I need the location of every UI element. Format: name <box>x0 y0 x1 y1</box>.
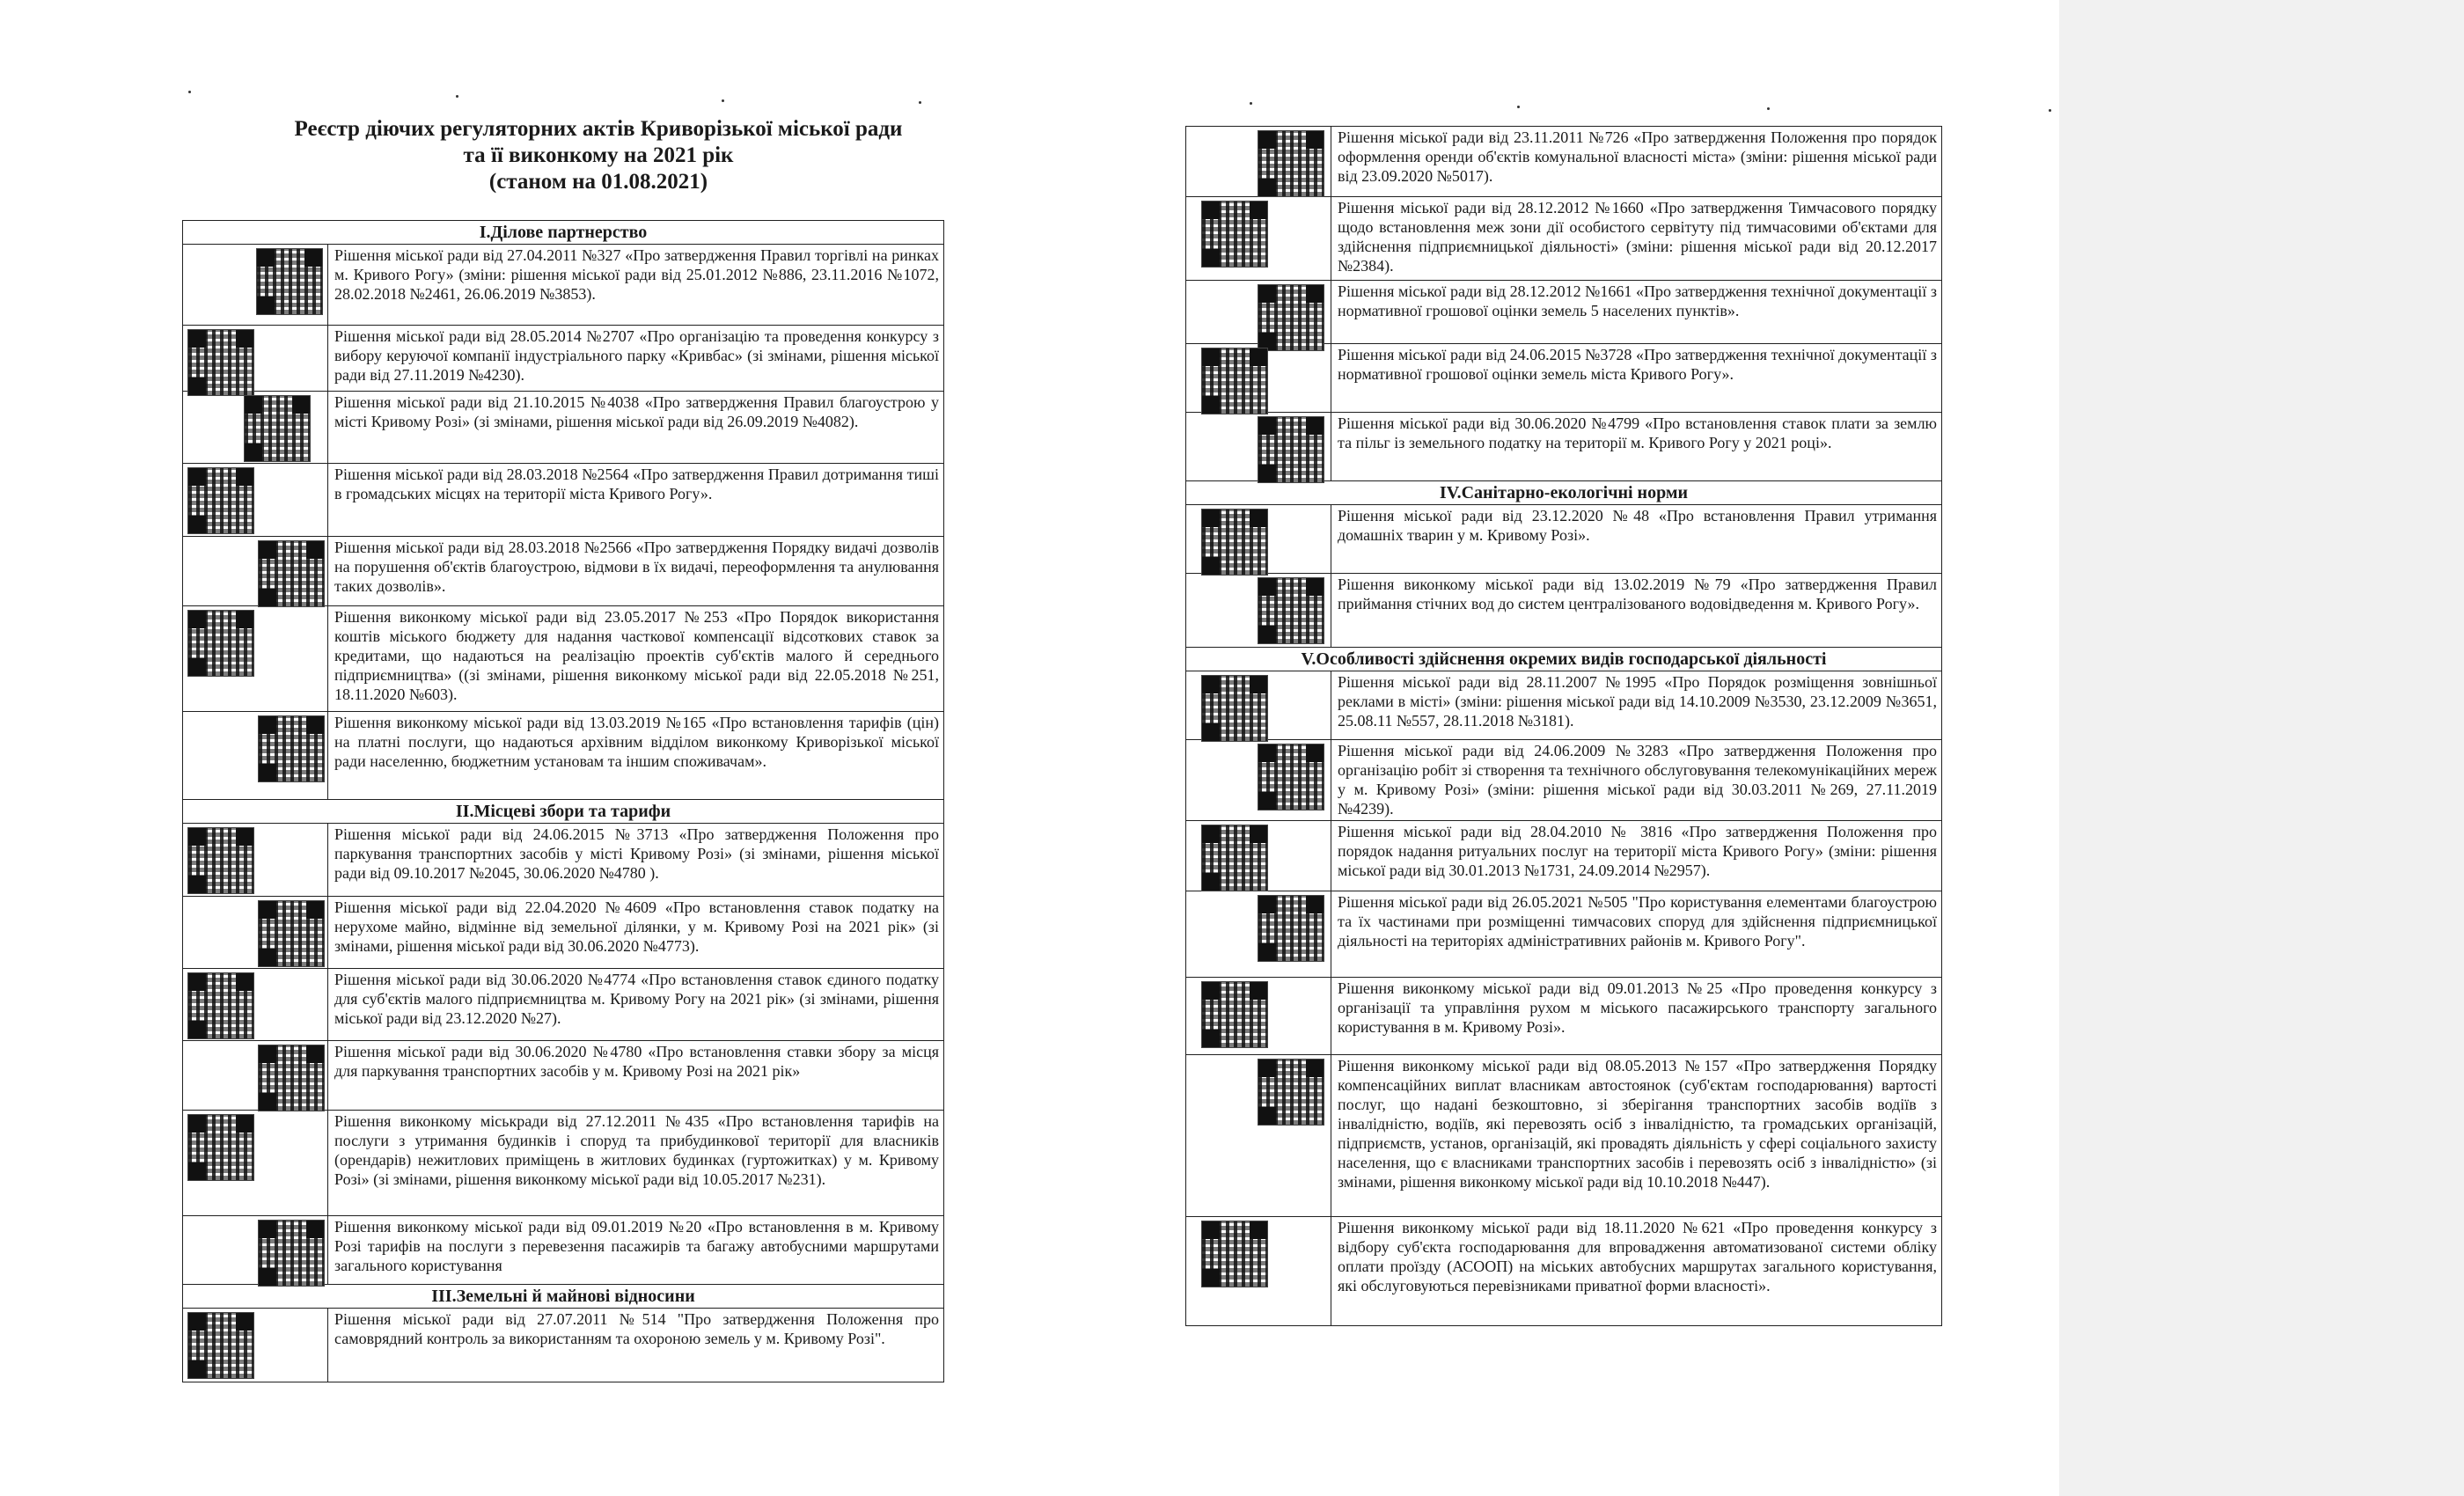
qr-code-icon[interactable] <box>188 1313 253 1378</box>
section-heading: II.Місцеві збори та тарифи <box>183 800 944 824</box>
qr-cell <box>1186 574 1331 648</box>
qr-code-icon[interactable] <box>257 249 322 314</box>
table-row <box>183 537 944 606</box>
regulation-text: Рішення виконкому міської ради від 13.03.2019 №165 «Про встановлення тарифів (цін) на платні послуги, що надаються архівним відділом виконкому Криворізької міської ради населенню, бюджетним установам та іншим споживачам». <box>328 712 944 800</box>
table-row <box>1186 127 1942 197</box>
regulation-text: Рішення виконкому міськради від 27.12.2011 №435 «Про встановлення тарифів на послуги з утримання будинків і споруд та прибудинкової території для власників (орендарів) нежитлових приміщень в житлових будинках (гуртожитках) у м. Кривому Розі» (зі змінами, рішення виконкому міської ради від 10.05.2017 №231). <box>328 1111 944 1216</box>
qr-code-icon[interactable] <box>188 1115 253 1180</box>
table-row <box>183 712 944 800</box>
qr-code-icon[interactable] <box>188 468 253 533</box>
qr-code-icon[interactable] <box>188 330 253 395</box>
qr-cell <box>1186 891 1331 978</box>
document-title <box>202 116 994 195</box>
table-row <box>1186 281 1942 344</box>
qr-cell <box>1186 740 1331 821</box>
qr-cell <box>183 712 328 800</box>
qr-code-icon[interactable] <box>1202 1221 1267 1287</box>
section-row <box>183 1285 944 1309</box>
qr-cell <box>183 1111 328 1216</box>
title-line-3: (станом на 01.08.2021) <box>488 170 708 194</box>
qr-cell <box>1186 1055 1331 1217</box>
qr-cell <box>183 969 328 1041</box>
regulation-text: Рішення міської ради від 27.07.2011 №514 "Про затвердження Положення про самоврядний контроль за використанням та охороною земель у м. Кривому Розі". <box>328 1309 944 1382</box>
scan-speck <box>456 95 458 98</box>
qr-code-icon[interactable] <box>1258 1060 1324 1125</box>
qr-code-icon[interactable] <box>1258 896 1324 961</box>
qr-cell <box>1186 281 1331 344</box>
table-row <box>1186 1217 1942 1326</box>
scan-speck <box>1767 107 1770 110</box>
table-row <box>183 245 944 326</box>
qr-code-icon[interactable] <box>1258 131 1324 196</box>
qr-cell <box>1186 413 1331 481</box>
regulation-text: Рішення виконкому міської ради від 13.02.2019 №79 «Про затвердження Правил приймання стічних вод до систем централізованого водовідведення м. Кривого Рогу». <box>1331 574 1942 648</box>
regulation-text: Рішення міської ради від 30.06.2020 №4780 «Про встановлення ставки збору за місця для паркування транспортних засобів у м. Кривому Розі на 2021 рік» <box>328 1041 944 1111</box>
table-row <box>1186 344 1942 413</box>
qr-code-icon[interactable] <box>259 716 324 781</box>
regulation-text: Рішення міської ради від 21.10.2015 №4038 «Про затвердження Правил благоустрою у місті Кривому Розі» (зі змінами, рішення міської ради від 26.09.2019 №4082). <box>328 392 944 464</box>
registry-table-left <box>182 220 944 1382</box>
table-row <box>1186 1055 1942 1217</box>
regulation-text: Рішення виконкому міської ради від 18.11.2020 №621 «Про проведення конкурсу з відбору суб'єкта господарювання для впровадження автоматизованої системи обліку оплати проїзду (АСООП) на міських автобусних маршрутах загального користування, які обслуговуються перевізниками приватної форми власності». <box>1331 1217 1942 1326</box>
qr-cell <box>183 326 328 392</box>
qr-cell <box>1186 505 1331 574</box>
qr-code-icon[interactable] <box>1258 285 1324 350</box>
qr-code-icon[interactable] <box>259 1221 324 1286</box>
scan-speck <box>722 99 724 102</box>
regulation-text: Рішення міської ради від 28.04.2010 № 3816 «Про затвердження Положення про порядок надання ритуальних послуг на території міста Кривого Рогу» (зміни: рішення міської ради від 30.01.2013 №1731, 24.09.2014 №2957). <box>1331 821 1942 891</box>
qr-cell <box>183 1216 328 1285</box>
qr-cell <box>1186 671 1331 740</box>
table-row <box>1186 821 1942 891</box>
qr-code-icon[interactable] <box>1258 744 1324 810</box>
regulation-text: Рішення виконкому міської ради від 23.05.2017 №253 «Про Порядок використання коштів міського бюджету для надання часткової компенсації відсоткових ставок за кредитами, що надаються на реалізацію проектів суб'єктів малого й середнього підприємництва» ((зі змінами, рішення виконкому міської ради від 22.05.2018 №251, 18.11.2020 №603). <box>328 606 944 712</box>
qr-cell <box>183 245 328 326</box>
regulation-text: Рішення міської ради від 30.06.2020 №4799 «Про встановлення ставок плати за землю та пільг із земельного податку на території м. Кривого Рогу у 2021 році». <box>1331 413 1942 481</box>
table-row <box>1186 740 1942 821</box>
section-heading: IV.Санітарно-екологічні норми <box>1186 481 1942 505</box>
table-row <box>183 464 944 537</box>
regulation-text: Рішення міської ради від 23.12.2020 №48 «Про встановлення Правил утримання домашніх тварин у м. Кривому Розі». <box>1331 505 1942 574</box>
table-row <box>1186 574 1942 648</box>
scan-speck <box>188 91 191 93</box>
table-row <box>1186 197 1942 281</box>
regulation-text: Рішення міської ради від 28.12.2012 №1660 «Про затвердження Тимчасового порядку щодо встановлення меж зони дії особистого сервітуту під тимчасовими об'єктами для здійснення підприємницької діяльності» (зміни: рішення міської ради від 20.12.2017 №2384). <box>1331 197 1942 281</box>
registry-table-right <box>1185 126 1942 1326</box>
qr-cell <box>1186 344 1331 413</box>
scan-speck <box>2049 109 2051 112</box>
qr-code-icon[interactable] <box>1202 825 1267 891</box>
table-row <box>1186 413 1942 481</box>
table-row <box>1186 505 1942 574</box>
table-row <box>183 606 944 712</box>
qr-cell <box>183 897 328 969</box>
regulation-text: Рішення міської ради від 27.04.2011 №327 «Про затвердження Правил торгівлі на ринках м. Кривого Рогу» (зміни: рішення міської ради від 25.01.2012 №886, 23.11.2016 №1072, 28.02.2018 №2461, 26.06.2019 №3853). <box>328 245 944 326</box>
regulation-text: Рішення міської ради від 30.06.2020 №4774 «Про встановлення ставок єдиного податку для суб'єктів малого підприємництва м. Кривому Рогу на 2021 рік» (зі змінами, рішення міської ради від 23.12.2020 №27). <box>328 969 944 1041</box>
scan-speck <box>1250 102 1252 105</box>
qr-cell <box>183 392 328 464</box>
section-row <box>1186 648 1942 671</box>
qr-code-icon[interactable] <box>188 611 253 676</box>
table-row <box>183 1041 944 1111</box>
table-row <box>183 392 944 464</box>
section-heading: I.Ділове партнерство <box>183 221 944 245</box>
qr-code-icon[interactable] <box>1258 417 1324 482</box>
regulation-text: Рішення виконкому міської ради від 09.01.2013 №25 «Про проведення конкурсу з організації та управління рухом м міського пасажирського транспорту загального користування в м. Кривому Розі». <box>1331 978 1942 1055</box>
section-row <box>183 221 944 245</box>
table-row <box>183 897 944 969</box>
regulation-text: Рішення міської ради від 28.05.2014 №2707 «Про організацію та проведення конкурсу з вибору керуючої компанії індустріального парку «Кривбас» (зі змінами, рішення міської ради від 27.11.2019 №4230). <box>328 326 944 392</box>
regulation-text: Рішення міської ради від 28.11.2007 №1995 «Про Порядок розміщення зовнішньої реклами в місті» (зміни: рішення міської ради від 14.10.2009 №3530, 23.12.2009 №3651, 25.08.11 №557, 28.11.2018 №3181). <box>1331 671 1942 740</box>
qr-cell <box>183 537 328 606</box>
section-row <box>1186 481 1942 505</box>
table-row <box>1186 671 1942 740</box>
section-heading: III.Земельні й майнові відносини <box>183 1285 944 1309</box>
regulation-text: Рішення міської ради від 22.04.2020 №4609 «Про встановлення ставок податку на нерухоме майно, відмінне від земельної ділянки, у м. Кривому Розі на 2021 рік» (зі змінами, рішення міської ради від 30.06.2020 №4773). <box>328 897 944 969</box>
title-line-2: та її виконкому на 2021 рік <box>463 143 734 167</box>
regulation-text: Рішення виконкому міської ради від 09.01.2019 №20 «Про встановлення в м. Кривому Розі тарифів на послуги з перевезення пасажирів та багажу автобусними маршрутами загального користування <box>328 1216 944 1285</box>
qr-cell <box>183 606 328 712</box>
qr-cell <box>1186 821 1331 891</box>
table-row <box>1186 891 1942 978</box>
regulation-text: Рішення міської ради від 26.05.2021 №505 "Про користування елементами благоустрою та їх частинами при розміщенні тимчасових споруд для здійснення підприємницької діяльності на територіях адміністративних районів м. Кривого Рогу". <box>1331 891 1942 978</box>
regulation-text: Рішення міської ради від 28.03.2018 №2564 «Про затвердження Правил дотримання тиші в громадських місцях на території міста Кривого Рогу». <box>328 464 944 537</box>
scan-background-strip <box>2059 0 2464 1496</box>
regulation-text: Рішення міської ради від 24.06.2009 №3283 «Про затвердження Положення про організацію робіт зі створення та технічного обслуговування телекомунікаційних мереж у м. Кривому Розі» (зміни: рішення міської ради від 30.03.2011 №269, 27.11.2019 №4239). <box>1331 740 1942 821</box>
regulation-text: Рішення міської ради від 23.11.2011 №726 «Про затвердження Положення про порядок оформлення оренди об'єктів комунальної власності міста» (зміни: рішення міської ради від 23.09.2020 №5017). <box>1331 127 1942 197</box>
table-row <box>183 969 944 1041</box>
regulation-text: Рішення міської ради від 28.12.2012 №1661 «Про затвердження технічної документації з нормативної грошової оцінки земель 5 населених пунктів». <box>1331 281 1942 344</box>
qr-code-icon[interactable] <box>1202 510 1267 575</box>
table-row <box>1186 978 1942 1055</box>
table-row <box>183 326 944 392</box>
table-row <box>183 1111 944 1216</box>
regulation-text: Рішення виконкому міської ради від 08.05.2013 №157 «Про затвердження Порядку компенсаційних виплат власникам автостоянок (суб'єктам господарювання) вартості послуг, що надані безкоштовно, зі зберігання транспортних засобів водіїв з інвалідністю, водіїв, які перевозять осіб з інвалідністю, та громадських організацій, підприємств, установ, організацій, які провадять діяльність у сфері соціального захисту населення, що є власниками транспортних засобів і перевозять осіб з інвалідністю» (зі змінами, рішення виконкому міської ради від 10.10.2018 №447). <box>1331 1055 1942 1217</box>
qr-cell <box>1186 127 1331 197</box>
qr-cell <box>183 824 328 897</box>
qr-code-icon[interactable] <box>1202 202 1267 267</box>
regulation-text: Рішення міської ради від 24.06.2015 №3713 «Про затвердження Положення про паркування транспортних засобів у місті Кривому Розі» (зі змінами, рішення міської ради від 09.10.2017 №2045, 30.06.2020 №4780 ). <box>328 824 944 897</box>
section-heading: V.Особливості здійснення окремих видів господарської діяльності <box>1186 648 1942 671</box>
section-row <box>183 800 944 824</box>
qr-code-icon[interactable] <box>259 541 324 606</box>
qr-code-icon[interactable] <box>1258 578 1324 643</box>
scan-speck <box>1517 106 1520 108</box>
title-line-1: Реєстр діючих регуляторних актів Криворізької міської ради <box>294 117 903 141</box>
qr-code-icon[interactable] <box>188 973 253 1038</box>
qr-cell <box>183 1041 328 1111</box>
qr-code-icon[interactable] <box>1202 982 1267 1047</box>
qr-code-icon[interactable] <box>259 901 324 966</box>
qr-code-icon[interactable] <box>188 828 253 893</box>
qr-cell <box>1186 978 1331 1055</box>
table-row <box>183 1216 944 1285</box>
regulation-text: Рішення міської ради від 24.06.2015 №3728 «Про затвердження технічної документації з нормативної грошової оцінки земель міста Кривого Рогу». <box>1331 344 1942 413</box>
qr-cell <box>183 464 328 537</box>
table-row <box>183 824 944 897</box>
qr-cell <box>1186 1217 1331 1326</box>
qr-code-icon[interactable] <box>1202 348 1267 414</box>
qr-code-icon[interactable] <box>245 396 310 461</box>
qr-cell <box>1186 197 1331 281</box>
qr-cell <box>183 1309 328 1382</box>
scan-speck <box>919 101 921 104</box>
qr-code-icon[interactable] <box>1202 676 1267 741</box>
regulation-text: Рішення міської ради від 28.03.2018 №2566 «Про затвердження Порядку видачі дозволів на порушення об'єктів благоустрою, відмови в їх видачі, переоформлення та анулювання таких дозволів». <box>328 537 944 606</box>
table-row <box>183 1309 944 1382</box>
qr-code-icon[interactable] <box>259 1045 324 1111</box>
